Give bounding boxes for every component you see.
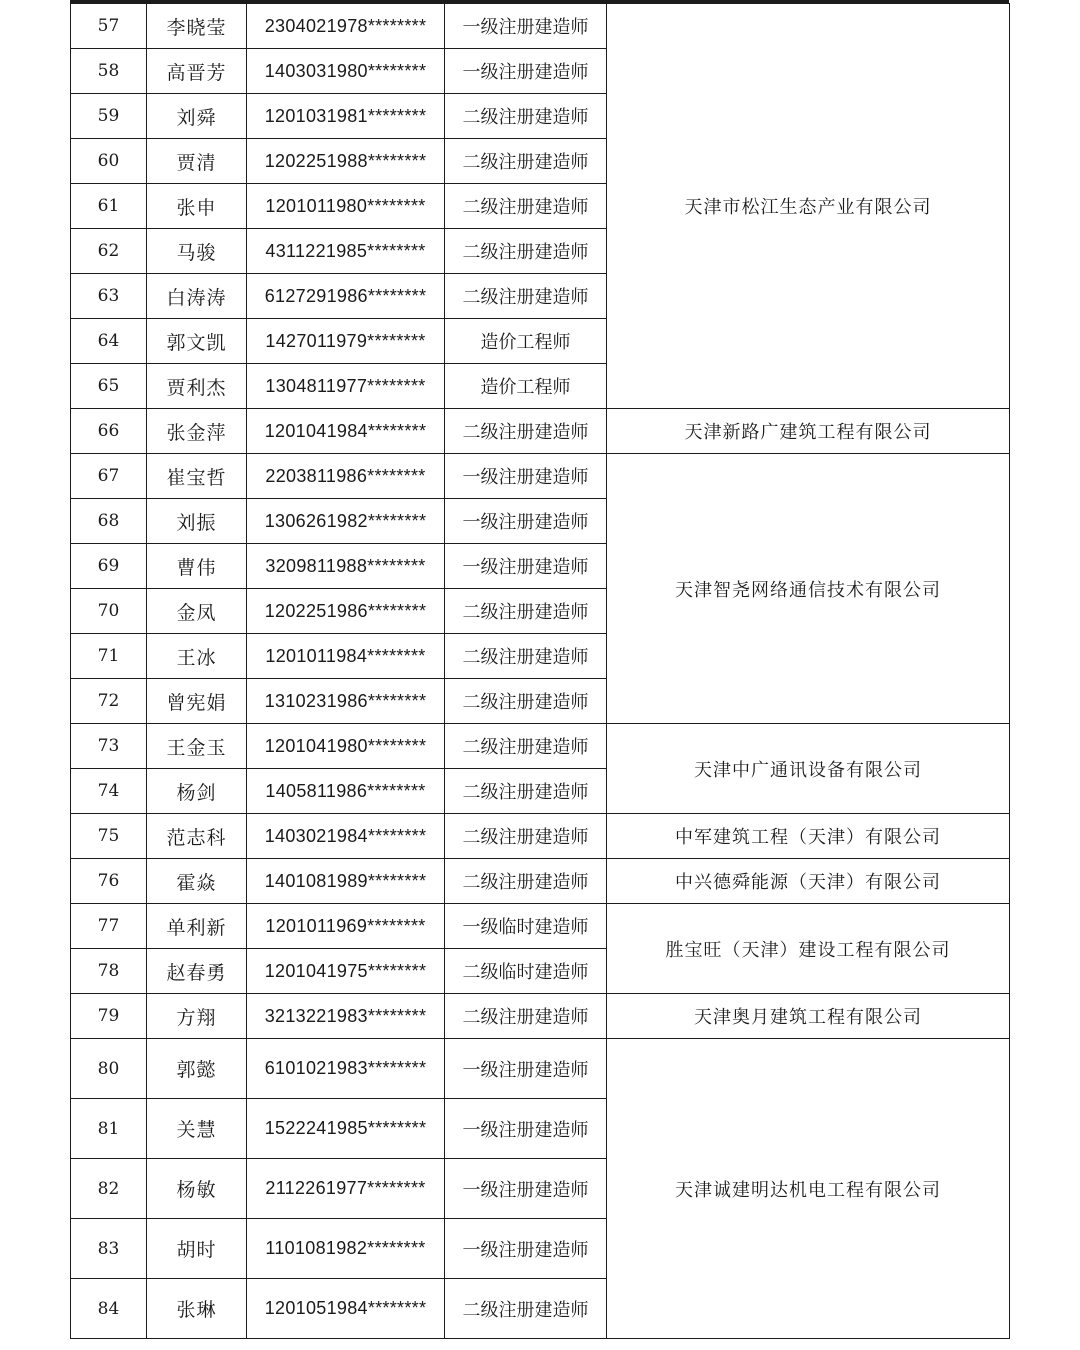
person-name-cell: 张金萍 <box>147 409 247 454</box>
certificate-cell: 一级临时建造师 <box>445 904 607 949</box>
person-name-cell: 赵春勇 <box>147 949 247 994</box>
company-cell: 天津新路广建筑工程有限公司 <box>607 409 1010 454</box>
id-number-cell: 1101081982******** <box>247 1219 445 1279</box>
certificate-cell: 二级注册建造师 <box>445 724 607 769</box>
certificate-cell: 二级注册建造师 <box>445 814 607 859</box>
certificate-cell: 二级注册建造师 <box>445 994 607 1039</box>
certificate-cell: 二级临时建造师 <box>445 949 607 994</box>
table-row <box>71 454 1010 499</box>
id-number-cell: 1401081989******** <box>247 859 445 904</box>
certificate-cell: 二级注册建造师 <box>445 409 607 454</box>
company-cell: 天津智尧网络通信技术有限公司 <box>607 454 1010 724</box>
id-number-cell: 1201011969******** <box>247 904 445 949</box>
company-cell: 天津中广通讯设备有限公司 <box>607 724 1010 814</box>
id-number-cell: 3209811988******** <box>247 544 445 589</box>
certificate-cell: 二级注册建造师 <box>445 274 607 319</box>
row-number-cell: 70 <box>71 589 147 634</box>
table-row <box>71 724 1010 769</box>
id-number-cell: 1201011984******** <box>247 634 445 679</box>
certificate-cell: 一级注册建造师 <box>445 1219 607 1279</box>
person-name-cell: 张琳 <box>147 1279 247 1339</box>
company-cell: 胜宝旺（天津）建设工程有限公司 <box>607 904 1010 994</box>
certificate-cell: 一级注册建造师 <box>445 4 607 49</box>
person-name-cell: 胡时 <box>147 1219 247 1279</box>
person-name-cell: 贾利杰 <box>147 364 247 409</box>
id-number-cell: 1201041980******** <box>247 724 445 769</box>
person-name-cell: 曾宪娟 <box>147 679 247 724</box>
certificate-cell: 二级注册建造师 <box>445 139 607 184</box>
row-number-cell: 66 <box>71 409 147 454</box>
id-number-cell: 1304811977******** <box>247 364 445 409</box>
id-number-cell: 2203811986******** <box>247 454 445 499</box>
certificate-cell: 二级注册建造师 <box>445 184 607 229</box>
person-name-cell: 刘舜 <box>147 94 247 139</box>
id-number-cell: 4311221985******** <box>247 229 445 274</box>
row-number-cell: 75 <box>71 814 147 859</box>
id-number-cell: 2112261977******** <box>247 1159 445 1219</box>
row-number-cell: 58 <box>71 49 147 94</box>
id-number-cell: 1427011979******** <box>247 319 445 364</box>
person-name-cell: 王冰 <box>147 634 247 679</box>
row-number-cell: 61 <box>71 184 147 229</box>
row-number-cell: 74 <box>71 769 147 814</box>
person-name-cell: 张申 <box>147 184 247 229</box>
row-number-cell: 84 <box>71 1279 147 1339</box>
person-name-cell: 关慧 <box>147 1099 247 1159</box>
person-name-cell: 贾清 <box>147 139 247 184</box>
certificate-cell: 二级注册建造师 <box>445 589 607 634</box>
table-row <box>71 859 1010 904</box>
person-name-cell: 王金玉 <box>147 724 247 769</box>
row-number-cell: 82 <box>71 1159 147 1219</box>
person-name-cell: 范志科 <box>147 814 247 859</box>
person-name-cell: 郭文凯 <box>147 319 247 364</box>
certificate-cell: 二级注册建造师 <box>445 94 607 139</box>
row-number-cell: 65 <box>71 364 147 409</box>
person-name-cell: 杨敏 <box>147 1159 247 1219</box>
certificate-cell: 二级注册建造师 <box>445 679 607 724</box>
certificate-cell: 二级注册建造师 <box>445 229 607 274</box>
row-number-cell: 59 <box>71 94 147 139</box>
id-number-cell: 1403021984******** <box>247 814 445 859</box>
certificate-cell: 二级注册建造师 <box>445 769 607 814</box>
certificate-cell: 二级注册建造师 <box>445 859 607 904</box>
certificate-cell: 一级注册建造师 <box>445 1039 607 1099</box>
person-name-cell: 白涛涛 <box>147 274 247 319</box>
row-number-cell: 63 <box>71 274 147 319</box>
certificate-cell: 一级注册建造师 <box>445 454 607 499</box>
row-number-cell: 57 <box>71 4 147 49</box>
table-row <box>71 409 1010 454</box>
id-number-cell: 2304021978******** <box>247 4 445 49</box>
id-number-cell: 1201031981******** <box>247 94 445 139</box>
id-number-cell: 6127291986******** <box>247 274 445 319</box>
row-number-cell: 78 <box>71 949 147 994</box>
person-name-cell: 单利新 <box>147 904 247 949</box>
certificate-cell: 一级注册建造师 <box>445 1099 607 1159</box>
row-number-cell: 60 <box>71 139 147 184</box>
id-number-cell: 1522241985******** <box>247 1099 445 1159</box>
person-name-cell: 高晋芳 <box>147 49 247 94</box>
company-cell: 天津奥月建筑工程有限公司 <box>607 994 1010 1039</box>
id-number-cell: 1310231986******** <box>247 679 445 724</box>
id-number-cell: 1202251988******** <box>247 139 445 184</box>
row-number-cell: 62 <box>71 229 147 274</box>
row-number-cell: 64 <box>71 319 147 364</box>
person-name-cell: 崔宝哲 <box>147 454 247 499</box>
row-number-cell: 76 <box>71 859 147 904</box>
certificate-cell: 一级注册建造师 <box>445 499 607 544</box>
id-number-cell: 1201011980******** <box>247 184 445 229</box>
table-row <box>71 904 1010 949</box>
row-number-cell: 68 <box>71 499 147 544</box>
row-number-cell: 73 <box>71 724 147 769</box>
company-cell: 天津诚建明达机电工程有限公司 <box>607 1039 1010 1339</box>
company-cell: 天津市松江生态产业有限公司 <box>607 4 1010 409</box>
company-cell: 中军建筑工程（天津）有限公司 <box>607 814 1010 859</box>
row-number-cell: 72 <box>71 679 147 724</box>
table-row <box>71 1039 1010 1099</box>
company-cell: 中兴德舜能源（天津）有限公司 <box>607 859 1010 904</box>
person-name-cell: 杨剑 <box>147 769 247 814</box>
id-number-cell: 1306261982******** <box>247 499 445 544</box>
row-number-cell: 79 <box>71 994 147 1039</box>
row-number-cell: 80 <box>71 1039 147 1099</box>
row-number-cell: 83 <box>71 1219 147 1279</box>
person-name-cell: 刘振 <box>147 499 247 544</box>
row-number-cell: 67 <box>71 454 147 499</box>
certificate-cell: 一级注册建造师 <box>445 544 607 589</box>
registry-sheet <box>70 3 1009 1339</box>
certificate-cell: 造价工程师 <box>445 319 607 364</box>
person-name-cell: 曹伟 <box>147 544 247 589</box>
certificate-cell: 二级注册建造师 <box>445 1279 607 1339</box>
person-name-cell: 金凤 <box>147 589 247 634</box>
id-number-cell: 1202251986******** <box>247 589 445 634</box>
table-row <box>71 994 1010 1039</box>
id-number-cell: 1201041975******** <box>247 949 445 994</box>
id-number-cell: 3213221983******** <box>247 994 445 1039</box>
row-number-cell: 77 <box>71 904 147 949</box>
row-number-cell: 81 <box>71 1099 147 1159</box>
table-row <box>71 814 1010 859</box>
person-name-cell: 方翔 <box>147 994 247 1039</box>
id-number-cell: 1201051984******** <box>247 1279 445 1339</box>
certificate-cell: 二级注册建造师 <box>445 634 607 679</box>
row-number-cell: 71 <box>71 634 147 679</box>
row-number-cell: 69 <box>71 544 147 589</box>
person-name-cell: 马骏 <box>147 229 247 274</box>
certificate-cell: 一级注册建造师 <box>445 49 607 94</box>
certificate-cell: 一级注册建造师 <box>445 1159 607 1219</box>
person-name-cell: 李晓莹 <box>147 4 247 49</box>
person-name-cell: 霍焱 <box>147 859 247 904</box>
personnel-table <box>70 3 1010 1339</box>
certificate-cell: 造价工程师 <box>445 364 607 409</box>
id-number-cell: 6101021983******** <box>247 1039 445 1099</box>
person-name-cell: 郭懿 <box>147 1039 247 1099</box>
table-row <box>71 4 1010 49</box>
id-number-cell: 1403031980******** <box>247 49 445 94</box>
id-number-cell: 1405811986******** <box>247 769 445 814</box>
id-number-cell: 1201041984******** <box>247 409 445 454</box>
personnel-table-body <box>71 4 1010 1339</box>
